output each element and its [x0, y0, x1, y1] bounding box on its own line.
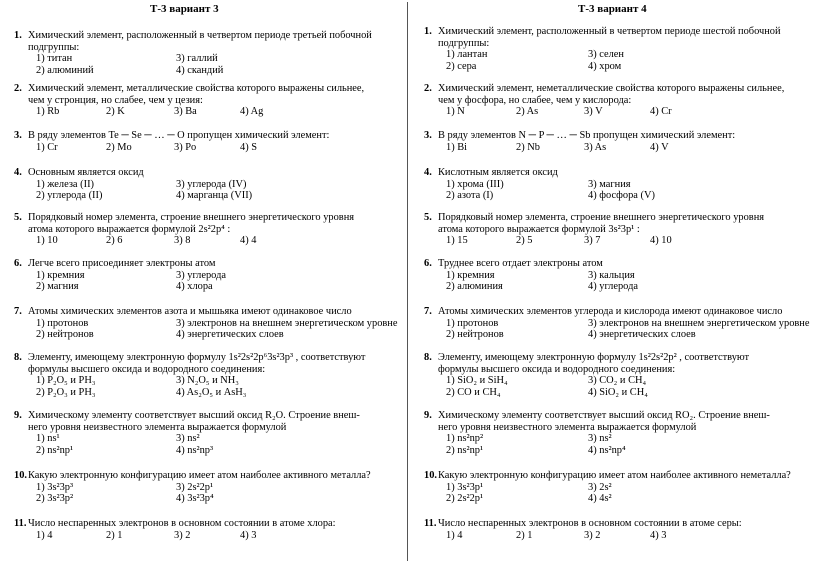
question-text: формулы высшего оксида и водородного соединения: [438, 363, 676, 375]
question [14, 306, 399, 341]
answer-option: 2) 2s²2p¹ [446, 493, 484, 505]
question [424, 410, 809, 456]
answer-option: 1) 3s²3p³ [36, 481, 74, 493]
question-number: 3. [424, 130, 432, 141]
answer-option: 2) 6 [106, 235, 123, 247]
question-text-line [424, 352, 809, 364]
answer-option: 4) Cr [650, 106, 672, 118]
question-text: Труднее всего отдает электроны атом [438, 258, 603, 269]
answer-options-row [14, 493, 399, 505]
question-number: 2. [424, 83, 432, 94]
answer-options-row [424, 235, 809, 247]
answer-option: 4) хлора [176, 281, 213, 293]
question-text: чем у стронция, но слабее, чем у цезия: [28, 94, 203, 106]
question-text: формулы высшего оксида и водородного соединения: [28, 363, 266, 375]
variant-4-title: Т-3 вариант 4 [578, 3, 647, 15]
answer-option: 4) ns²np⁴ [588, 444, 626, 456]
answer-option: 2) 1 [516, 529, 533, 541]
answer-option: 1) ns²np² [446, 433, 484, 445]
question-text-line [424, 258, 809, 270]
answer-options-row [14, 329, 399, 341]
answer-options-row [424, 530, 809, 542]
answer-option: 2) нейтронов [446, 329, 504, 341]
question-number: 5. [14, 212, 22, 223]
question-text: Химическому элементу соответствует высший оксид RO₂. Строение внеш- [438, 410, 770, 421]
question-text-line [424, 306, 809, 318]
answer-options-row [14, 142, 399, 154]
answer-options-row [14, 482, 399, 494]
answer-option: 1) 4 [446, 529, 463, 541]
answer-option: 4) 4s² [588, 493, 612, 505]
question-number: 1. [424, 26, 432, 37]
answer-option: 4) углерода [588, 281, 638, 293]
answer-option: 1) хрома (III) [446, 178, 504, 190]
answer-option: 3) 8 [174, 235, 191, 247]
answer-option: 3) ns² [588, 433, 612, 445]
answer-option: 1) титан [36, 53, 73, 65]
answer-options-row [14, 270, 399, 282]
question-text: Легче всего присоединяет электроны атом [28, 258, 216, 269]
answer-options-row [424, 190, 809, 202]
question [14, 130, 399, 153]
answer-option: 3) галлий [176, 53, 218, 65]
question [14, 410, 399, 456]
answer-option: 1) железа (II) [36, 178, 94, 190]
question-text-line [14, 364, 399, 376]
answer-option: 4) 3 [650, 529, 667, 541]
answer-options-row [424, 493, 809, 505]
variant-3-title: Т-3 вариант 3 [150, 3, 219, 15]
question-text: Химический элемент, расположенный в четвертом периоде третьей побочной [28, 30, 372, 41]
question-text-line [424, 167, 809, 179]
answer-options-row [14, 179, 399, 191]
answer-option: 4) 3s²3p⁴ [176, 493, 214, 505]
question-text: Химический элемент, неметаллические свойства которого выражены сильнее, [438, 83, 785, 94]
answer-options-row [424, 61, 809, 73]
question-text: Число неспаренных электронов в основном состоянии в атоме хлора: [28, 518, 336, 529]
question-text: подгруппы: [28, 41, 80, 53]
answer-option: 1) протонов [446, 317, 499, 329]
question-text: Атомы химических элементов азота и мышьяка имеют одинаковое число [28, 306, 352, 317]
question-number: 9. [14, 410, 22, 421]
answer-option: 1) лантан [446, 49, 488, 61]
answer-option: 2) ns²np¹ [446, 444, 484, 456]
answer-option: 3) Ba [174, 106, 197, 118]
question-text: Какую электронную конфигурацию имеет атом наиболее активного металла? [28, 470, 371, 481]
answer-option: 2) Nb [516, 141, 540, 153]
answer-option: 3) Po [174, 141, 197, 153]
question [424, 212, 809, 247]
answer-option: 1) 3s²3p¹ [446, 481, 484, 493]
question-text: Элементу, имеющему электронную формулу 1s²2s²2p² , соответствуют [438, 352, 750, 363]
answer-option: 4) 3 [240, 529, 257, 541]
question-number: 3. [14, 130, 22, 141]
answer-option: 3) углерода [176, 269, 226, 281]
question-text-line [424, 224, 809, 236]
answer-option: 1) 4 [36, 529, 53, 541]
answer-option: 2) Mo [106, 141, 132, 153]
answer-option: 2) As [516, 106, 539, 118]
answer-option: 1) Rb [36, 106, 60, 118]
answer-options-row [14, 387, 399, 399]
question-number: 8. [424, 352, 432, 363]
answer-option: 3) ns² [176, 433, 200, 445]
question [14, 518, 399, 541]
question-text: чем у фосфора, но слабее, чем у кислорода: [438, 94, 632, 106]
answer-option: 4) энергетических слоев [588, 329, 696, 341]
answer-option: 4) марганца (VII) [176, 190, 253, 202]
answer-options-row [14, 433, 399, 445]
answer-option: 1) 10 [36, 235, 58, 247]
question [14, 212, 399, 247]
question-text-line [14, 42, 399, 54]
answer-option: 2) ns²np¹ [36, 444, 74, 456]
question-text: В ряду элементов Te ─ Se ─ … ─ O пропущен химический элемент: [28, 130, 330, 141]
question-text-line [14, 212, 399, 224]
answer-option: 4) ns²np³ [176, 444, 214, 456]
answer-option: 3) магния [588, 178, 631, 190]
question-text-line [14, 306, 399, 318]
answer-option: 4) хром [588, 60, 622, 72]
answer-option: 3) 2s²2p¹ [176, 481, 214, 493]
answer-options-row [424, 375, 809, 387]
answer-option: 1) кремния [36, 269, 85, 281]
question-text-line [424, 422, 809, 434]
question-text: В ряду элементов N ─ P ─ … ─ Sb пропущен химический элемент: [438, 130, 736, 141]
question-text-line [424, 470, 809, 482]
answer-option: 2) азота (I) [446, 190, 494, 202]
answer-option: 2) алюминия [446, 281, 503, 293]
answer-option: 1) протонов [36, 317, 89, 329]
question-text: Какую электронную конфигурацию имеет атом наиболее активного неметалла? [438, 470, 791, 481]
answer-options-row [14, 375, 399, 387]
question-number: 4. [424, 167, 432, 178]
question-text: Кислотным является оксид [438, 167, 558, 178]
answer-options-row [424, 281, 809, 293]
answer-options-row [14, 445, 399, 457]
question-text-line [424, 410, 809, 422]
question [424, 306, 809, 341]
answer-options-row [424, 387, 809, 399]
answer-option: 3) селен [588, 49, 624, 61]
question [14, 83, 399, 118]
question-text-line [424, 130, 809, 142]
question [14, 30, 399, 76]
answer-option: 1) N [446, 106, 465, 118]
answer-option: 3) 2 [174, 529, 191, 541]
answer-options-row [424, 49, 809, 61]
question [14, 352, 399, 398]
answer-option: 1) P₂O₅ и PH₃ [36, 375, 96, 387]
question-number: 9. [424, 410, 432, 421]
question-text-line [14, 410, 399, 422]
question-text: Порядковый номер элемента, строение внешнего энергетического уровня [28, 212, 355, 223]
answer-options-row [14, 530, 399, 542]
question-text-line [14, 30, 399, 42]
question-number: 1. [14, 30, 22, 41]
question-number: 10. [424, 470, 437, 481]
answer-options-row [424, 179, 809, 191]
question [424, 518, 809, 541]
question-text-line [14, 470, 399, 482]
answer-options-row [14, 53, 399, 65]
answer-option: 2) алюминий [36, 64, 94, 76]
question [424, 167, 809, 202]
answer-option: 3) углерода (IV) [176, 178, 247, 190]
answer-option: 3) CO₂ и CH₄ [588, 375, 647, 387]
question-text-line [424, 26, 809, 38]
question-text-line [14, 130, 399, 142]
question [424, 352, 809, 398]
answer-option: 4) V [650, 141, 669, 153]
answer-options-row [424, 318, 809, 330]
answer-option: 1) Cr [36, 141, 58, 153]
question-text-line [424, 364, 809, 376]
question-text: Атомы химических элементов углерода и кислорода имеют одинаковое число [438, 306, 783, 317]
answer-options-row [14, 65, 399, 77]
answer-option: 3) 7 [584, 235, 601, 247]
answer-option: 4) Ag [240, 106, 264, 118]
question [14, 470, 399, 505]
question-text-line [14, 422, 399, 434]
answer-options-row [424, 142, 809, 154]
question [424, 26, 809, 72]
question-text-line [424, 95, 809, 107]
answer-option: 3) V [584, 106, 603, 118]
question-text-line [14, 352, 399, 364]
answer-option: 2) CO и CH₄ [446, 386, 501, 398]
answer-option: 2) нейтронов [36, 329, 94, 341]
question [424, 258, 809, 293]
question [14, 167, 399, 202]
answer-option: 4) 4 [240, 235, 257, 247]
answer-options-row [14, 235, 399, 247]
question-number: 8. [14, 352, 22, 363]
answer-options-row [14, 106, 399, 118]
answer-options-row [424, 482, 809, 494]
question-number: 6. [14, 258, 22, 269]
question-number: 5. [424, 212, 432, 223]
question-number: 11. [424, 518, 437, 529]
question-text-line [14, 258, 399, 270]
answer-option: 1) SiO₂ и SiH₄ [446, 375, 508, 387]
answer-option: 3) As [584, 141, 607, 153]
question [14, 258, 399, 293]
answer-option: 2) 3s²3p² [36, 493, 74, 505]
answer-option: 4) фосфора (V) [588, 190, 655, 202]
question-text-line [14, 167, 399, 179]
answer-options-row [424, 270, 809, 282]
answer-option: 3) N₂O₅ и NH₃ [176, 375, 239, 387]
variant-3-column [0, 0, 406, 561]
question-text: него уровня неизвестного элемента выражается формулой [28, 421, 287, 433]
answer-options-row [424, 329, 809, 341]
answer-option: 2) углерода (II) [36, 190, 103, 202]
answer-option: 1) кремния [446, 269, 495, 281]
question [424, 470, 809, 505]
answer-options-row [424, 106, 809, 118]
answer-option: 3) 2s² [588, 481, 612, 493]
answer-option: 3) кальция [588, 269, 635, 281]
question-text-line [14, 224, 399, 236]
question-text-line [424, 212, 809, 224]
question-number: 7. [14, 306, 22, 317]
answer-option: 1) ns¹ [36, 433, 60, 445]
variant-4-column [410, 0, 816, 561]
answer-option: 4) SiO₂ и CH₄ [588, 386, 648, 398]
question-text-line [14, 518, 399, 530]
answer-option: 1) 15 [446, 235, 468, 247]
question-text-line [424, 518, 809, 530]
question-text-line [424, 83, 809, 95]
question [424, 130, 809, 153]
answer-option: 2) 5 [516, 235, 533, 247]
answer-option: 2) P₂O₃ и PH₃ [36, 386, 96, 398]
question-text-line [424, 38, 809, 50]
answer-option: 4) As₂O₅ и AsH₃ [176, 386, 247, 398]
question-text: Основным является оксид [28, 167, 144, 178]
answer-options-row [14, 281, 399, 293]
question-number: 6. [424, 258, 432, 269]
answer-option: 3) электронов на внешнем энергетическом уровне [176, 317, 398, 329]
question-number: 7. [424, 306, 432, 317]
question-text: него уровня неизвестного элемента выражается формулой [438, 421, 697, 433]
answer-option: 2) K [106, 106, 125, 118]
answer-option: 4) скандий [176, 64, 224, 76]
answer-option: 3) электронов на внешнем энергетическом уровне [588, 317, 810, 329]
question-text: атома которого выражается формулой 3s²3p¹ : [438, 223, 640, 235]
question-text: Порядковый номер элемента, строение внешнего энергетического уровня [438, 212, 765, 223]
question [424, 83, 809, 118]
answer-option: 2) 1 [106, 529, 123, 541]
column-divider [407, 2, 408, 561]
question-number: 10. [14, 470, 27, 481]
answer-option: 2) магния [36, 281, 79, 293]
answer-option: 3) 2 [584, 529, 601, 541]
answer-option: 2) сера [446, 60, 477, 72]
question-text: Элементу, имеющему электронную формулу 1s²2s²2p⁶3s²3p³ , соответствуют [28, 352, 366, 363]
question-text: Химический элемент, металлические свойства которого выражены сильнее, [28, 83, 365, 94]
question-text: Химическому элементу соответствует высший оксид R₂O. Строение внеш- [28, 410, 360, 421]
answer-options-row [14, 190, 399, 202]
question-number: 4. [14, 167, 22, 178]
question-text-line [14, 95, 399, 107]
question-text: Химический элемент, расположенный в четвертом периоде шестой побочной [438, 26, 781, 37]
answer-option: 4) 10 [650, 235, 672, 247]
question-text: подгруппы: [438, 37, 490, 49]
question-text: атома которого выражается формулой 2s²2p⁴ : [28, 223, 231, 235]
answer-options-row [14, 318, 399, 330]
answer-option: 4) энергетических слоев [176, 329, 284, 341]
answer-option: 4) S [240, 141, 258, 153]
answer-options-row [424, 445, 809, 457]
answer-options-row [424, 433, 809, 445]
question-number: 2. [14, 83, 22, 94]
question-number: 11. [14, 518, 27, 529]
question-text-line [14, 83, 399, 95]
question-text: Число неспаренных электронов в основном состоянии в атоме серы: [438, 518, 742, 529]
answer-option: 1) Bi [446, 141, 468, 153]
